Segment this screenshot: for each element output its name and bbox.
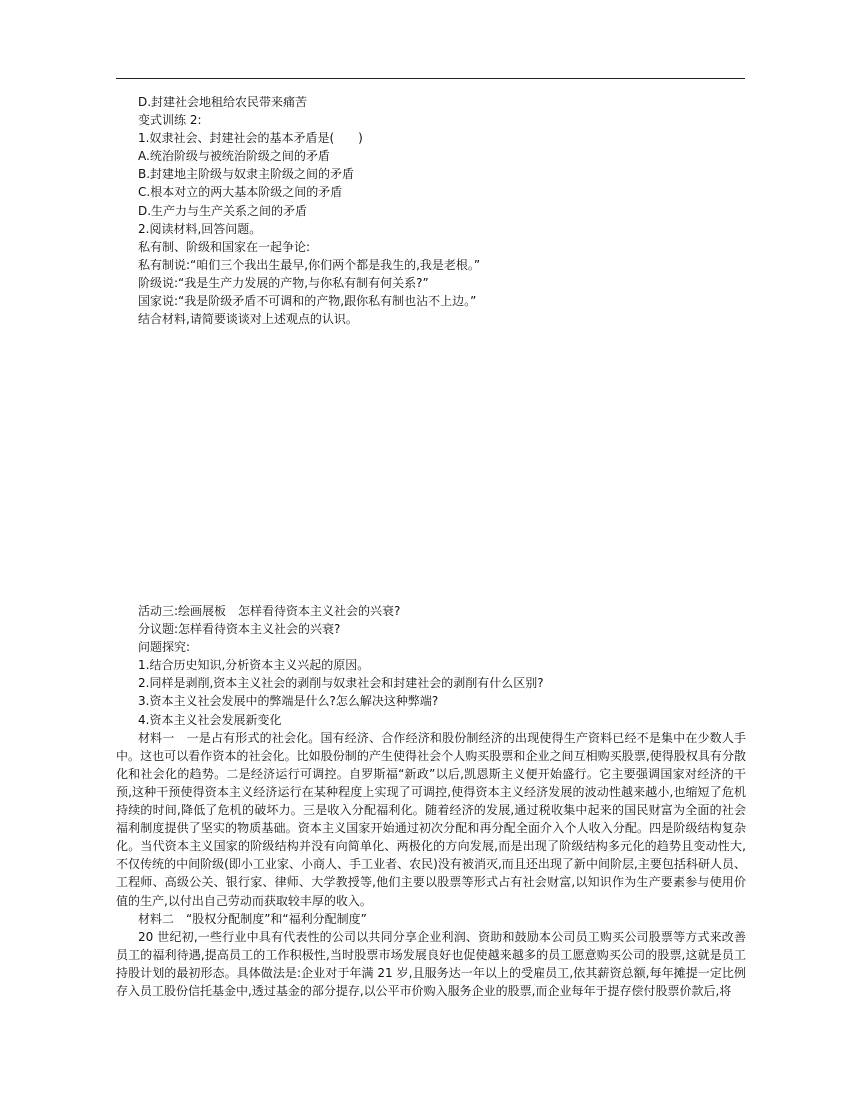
- text-line: 3.资本主义社会发展中的弊端是什么?怎么解决这种弊端?: [138, 694, 439, 709]
- text-line: 2.阅读材料,回答问题。: [138, 221, 262, 236]
- text-line: 分议题:怎样看待资本主义社会的兴衰?: [138, 622, 341, 637]
- header-rule: [116, 78, 745, 79]
- text-line: 私有制说:“咱们三个我出生最早,你们两个都是我生的,我是老根。”: [138, 257, 481, 272]
- text-line: 私有制、阶级和国家在一起争论:: [138, 239, 311, 254]
- text-line: A.统治阶级与被统治阶级之间的矛盾: [138, 149, 330, 164]
- activity-title: 活动三:绘画展板 怎样看待资本主义社会的兴衰?: [138, 604, 401, 618]
- text-line: D.生产力与生产关系之间的矛盾: [138, 203, 308, 218]
- material-two-paragraph: 20 世纪初,一些行业中具有代表性的公司以共同分享企业利润、资助和鼓励本公司员工购买公司股票等方式来改善员工的福利待遇,提高员工的工作积极性,当时股票市场发展良好也促使越来越多的员工愿意购买公司的股票,这就是员工持股计划的最初形态。具体做法是:企业对于年满 21 岁,且服务达一年以上的受雇员工,依其薪资总额,每年摊提一定比例存入员工股份信托基金中,透过基金的部分提存,以公平市价购入服务企业的股票,而企业每年于提存偿付股票价款后,将: [116, 929, 746, 998]
- text-line: 变式训练 2:: [138, 113, 202, 128]
- text-line: B.封建地主阶级与奴隶主阶级之间的矛盾: [138, 167, 355, 182]
- exercise-section: [116, 93, 746, 328]
- text-line: 阶级说:“我是生产力发展的产物,与你私有制有何关系?”: [138, 275, 429, 290]
- text-line: C.根本对立的两大基本阶级之间的矛盾: [138, 185, 343, 200]
- text-line: D.封建社会地租给农民带来痛苦: [138, 95, 308, 109]
- material-two-title: 材料二 “股权分配制度”和“福利分配制度”: [138, 911, 367, 926]
- text-line: 结合材料,请简要谈谈对上述观点的认识。: [138, 312, 358, 327]
- activity-section: [116, 602, 746, 1000]
- text-line: 国家说:“我是阶级矛盾不可调和的产物,跟你私有制也沾不上边。”: [138, 294, 477, 309]
- text-line: 1.结合历史知识,分析资本主义兴起的原因。: [138, 658, 370, 673]
- text-line: 4.资本主义社会发展新变化: [138, 712, 282, 727]
- text-line: 1.奴隶社会、封建社会的基本矛盾是( ): [138, 131, 363, 146]
- text-line: 问题探究:: [138, 640, 191, 655]
- material-one-paragraph: 材料一 一是占有形式的社会化。国有经济、合作经济和股份制经济的出现使得生产资料已经不是集中在少数人手中。这也可以看作资本的社会化。比如股份制的产生使得社会个人购买股票和企业之间互相购买股票,使得股权具有分散化和社会化的趋势。二是经济运行可调控。自罗斯福“新政”以后,凯恩斯主义便开始盛行。它主要强调国家对经济的干预,这种干预使得资本主义经济运行在某种程度上实现了可调控,使得资本主义经济发展的波动性越来越小,也缩短了危机持续的时间,降低了危机的破坏力。三是收入分配福利化。随着经济的发展,通过税收集中起来的国民财富为全面的社会福利制度提供了坚实的物质基础。资本主义国家开始通过初次分配和再分配全面介入个人收入分配。四是阶级结构复杂化。当代资本主义国家的阶级结构并没有向简单化、两极化的方向发展,而是出现了阶级结构多元化的趋势且变动性大,不仅传统的中间阶级(即小工业家、小商人、手工业者、农民)没有被消灭,而且还出现了新中间阶层,主要包括科研人员、工程师、高级公关、银行家、律师、大学教授等,他们主要以股票等形式占有社会财富,以知识作为生产要素参与使用价值的生产,以付出自己劳动而获取较丰厚的收入。: [116, 730, 746, 908]
- text-line: 2.同样是剥削,资本主义社会的剥削与奴隶社会和封建社会的剥削有什么区别?: [138, 676, 544, 691]
